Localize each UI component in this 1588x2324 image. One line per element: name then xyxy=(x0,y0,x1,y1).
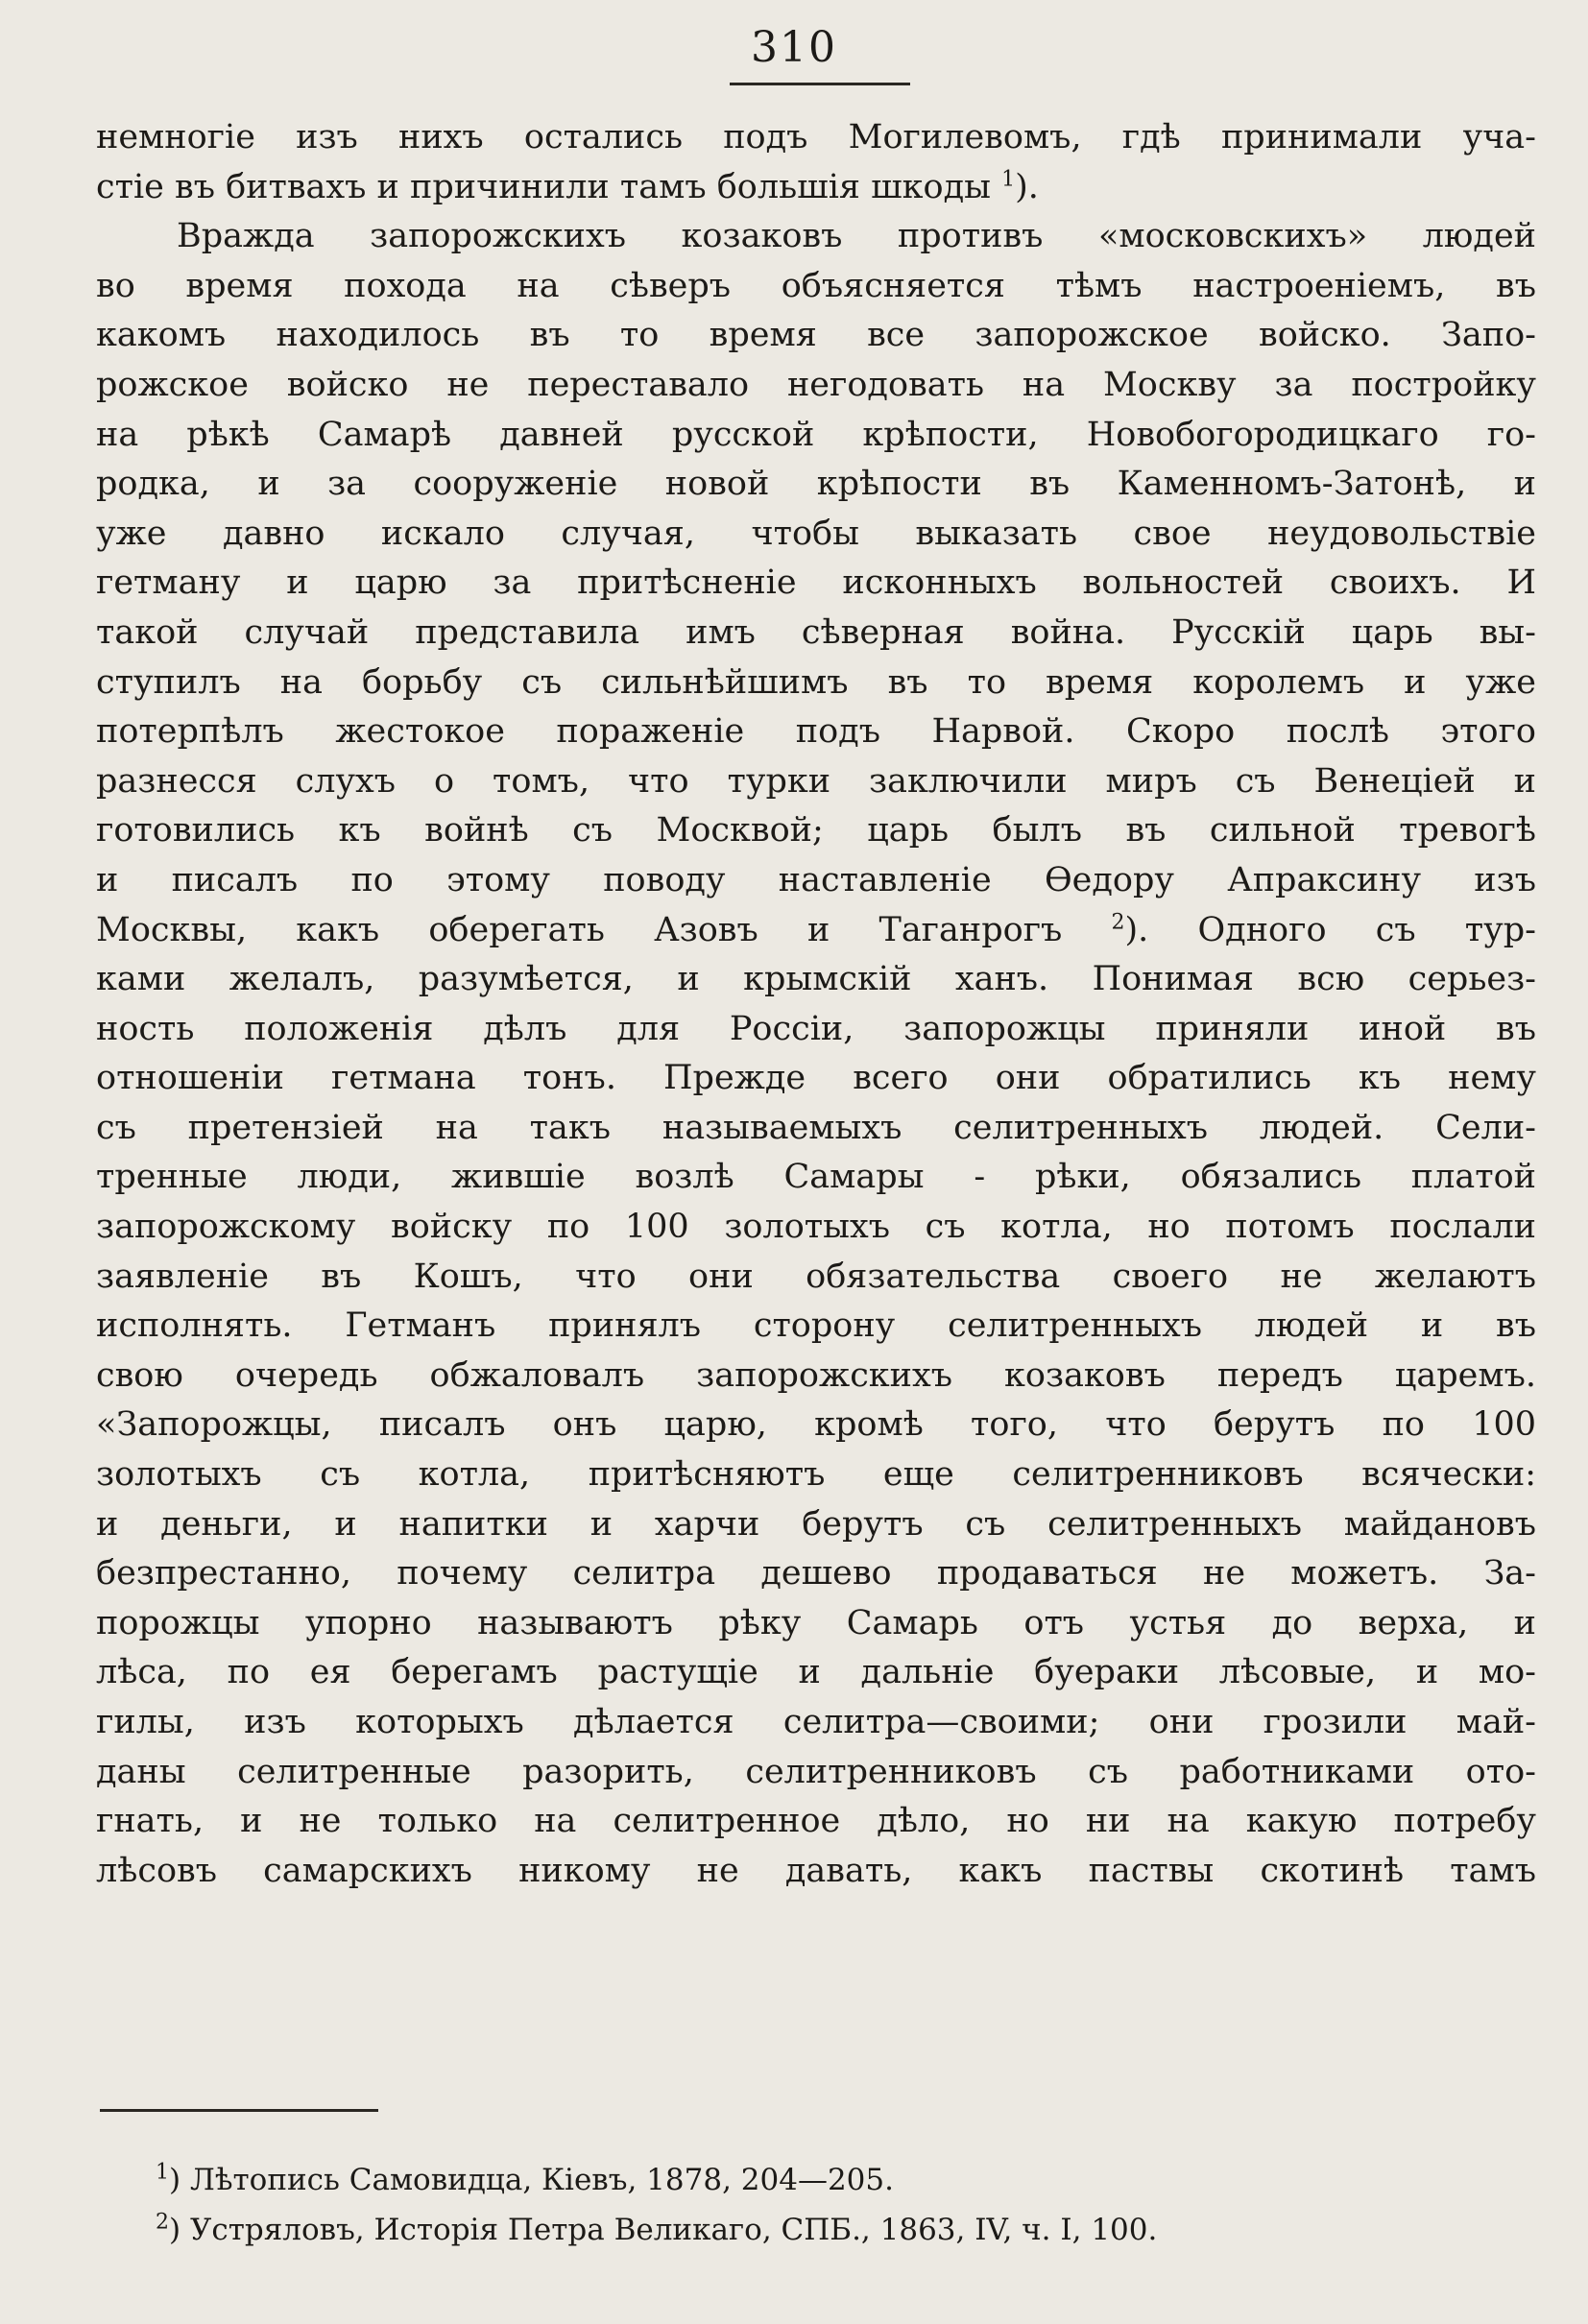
text-line: готовились къ войнѣ съ Москвой; царь былъ въ сильной тревогѣ xyxy=(96,811,1536,851)
text-line: заявленіе въ Кошъ, что они обязательства своего не желаютъ xyxy=(96,1257,1536,1296)
text-line: свою очередь обжаловалъ запорожскихъ козаковъ передъ царемъ. xyxy=(96,1355,1536,1395)
text-line: безпрестанно, почему селитра дешево продаваться не можетъ. За- xyxy=(96,1554,1536,1593)
footnote-marker: 2 xyxy=(156,2210,169,2235)
text-line: стіе въ битвахъ и причинили тамъ большія шкоды $^1$). xyxy=(96,166,1039,206)
footnote-ref-2: 2 xyxy=(1111,909,1125,934)
text-line: потерпѣлъ жестокое пораженіе подъ Нарвой. Скоро послѣ этого xyxy=(96,712,1536,752)
text-line: ками желалъ, разумѣется, и крымскій ханъ. Понимая всю серьез- xyxy=(96,960,1536,999)
paragraph-start-line: Вражда запорожскихъ козаковъ противъ «московскихъ» людей xyxy=(177,217,1536,256)
footnotes xyxy=(156,2155,1500,2255)
text-line: ступилъ на борьбу съ сильнѣйшимъ въ то время королемъ и уже xyxy=(96,662,1536,702)
footnote-ref-1: 1 xyxy=(1001,166,1016,191)
text-line: такой случай представила имъ сѣверная война. Русскій царь вы- xyxy=(96,612,1536,652)
text-line: съ претензіей на такъ называемыхъ селитренныхъ людей. Сели- xyxy=(96,1108,1536,1147)
page-number: 310 xyxy=(751,23,837,72)
text-line: исполнять. Гетманъ принялъ сторону селитренныхъ людей и въ xyxy=(96,1306,1536,1346)
text-line: и деньги, и напитки и харчи берутъ съ селитренныхъ майдановъ xyxy=(96,1504,1536,1544)
text-line: тренные люди, жившіе возлѣ Самары - рѣки, обязались платой xyxy=(96,1158,1536,1197)
text-line: лѣса, по ея берегамъ растущіе и дальніе буераки лѣсовые, и мо- xyxy=(96,1653,1536,1692)
text-line: гилы, изъ которыхъ дѣлается селитра—своими; они грозили май- xyxy=(96,1703,1536,1741)
text-line: какомъ находилось въ то время все запорожское войско. Запо- xyxy=(96,316,1536,355)
page-number-rule xyxy=(730,83,910,85)
text-line: порожцы упорно называютъ рѣку Самарь отъ устья до верха, и xyxy=(96,1603,1536,1642)
text-line: даны селитренные разорить, селитренниковъ съ работниками ото- xyxy=(96,1752,1536,1791)
text-line: уже давно искало случая, чтобы выказать свое неудовольствіе xyxy=(96,514,1536,553)
text-line: немногіе изъ нихъ остались подъ Могилевомъ, гдѣ принимали уча- xyxy=(96,118,1536,156)
text-line: гетману и царю за притѣсненіе исконныхъ вольностей своихъ. И xyxy=(96,563,1536,603)
text-line: гнать, и не только на селитренное дѣло, но ни на какую потребу xyxy=(96,1802,1536,1841)
text-line: и писалъ по этому поводу наставленіе Ѳедору Апраксину изъ xyxy=(96,860,1536,899)
footnote-2: $^2$) Устряловъ, Исторія Петра Великаго, СПБ., 1863, IV, ч. I, 100. xyxy=(156,2210,1158,2247)
footnote-1: $^1$) Лѣтопись Самовидца, Кіевъ, 1878, 204—205. xyxy=(156,2160,894,2197)
text-line: золотыхъ съ котла, притѣсняютъ еще селитренниковъ всячески: xyxy=(96,1455,1536,1495)
footnote-marker: 1 xyxy=(156,2160,169,2185)
footnote-rule xyxy=(100,2109,378,2112)
text-line: рожское войско не переставало негодовать на Москву за постройку xyxy=(96,365,1536,404)
text-line: на рѣкѣ Самарѣ давней русской крѣпости, Новобогородицкаго го- xyxy=(96,415,1536,454)
text-line: запорожскому войску по 100 золотыхъ съ котла, но потомъ послали xyxy=(96,1208,1536,1247)
text-line: разнесся слухъ о томъ, что турки заключили миръ съ Венеціей и xyxy=(96,761,1536,801)
text-line: родка, и за сооруженіе новой крѣпости въ Каменномъ-Затонѣ, и xyxy=(96,465,1536,504)
text-line: «Запорожцы, писалъ онъ царю, кромѣ того, что берутъ по 100 xyxy=(96,1405,1536,1445)
body-text xyxy=(96,113,1536,1896)
text-line: отношеніи гетмана тонъ. Прежде всего они обратились къ нему xyxy=(96,1059,1536,1098)
text-line: ность положенія дѣлъ для Россіи, запорожцы приняли иной въ xyxy=(96,1009,1536,1048)
text-line: во время похода на сѣверъ объясняется тѣмъ настроеніемъ, въ xyxy=(96,266,1536,305)
text-line: Москвы, какъ оберегать Азовъ и Таганрогъ $^2$). Одного съ тур- xyxy=(96,909,1536,949)
text-line: лѣсовъ самарскихъ никому не давать, какъ паствы скотинѣ тамъ xyxy=(96,1851,1536,1890)
